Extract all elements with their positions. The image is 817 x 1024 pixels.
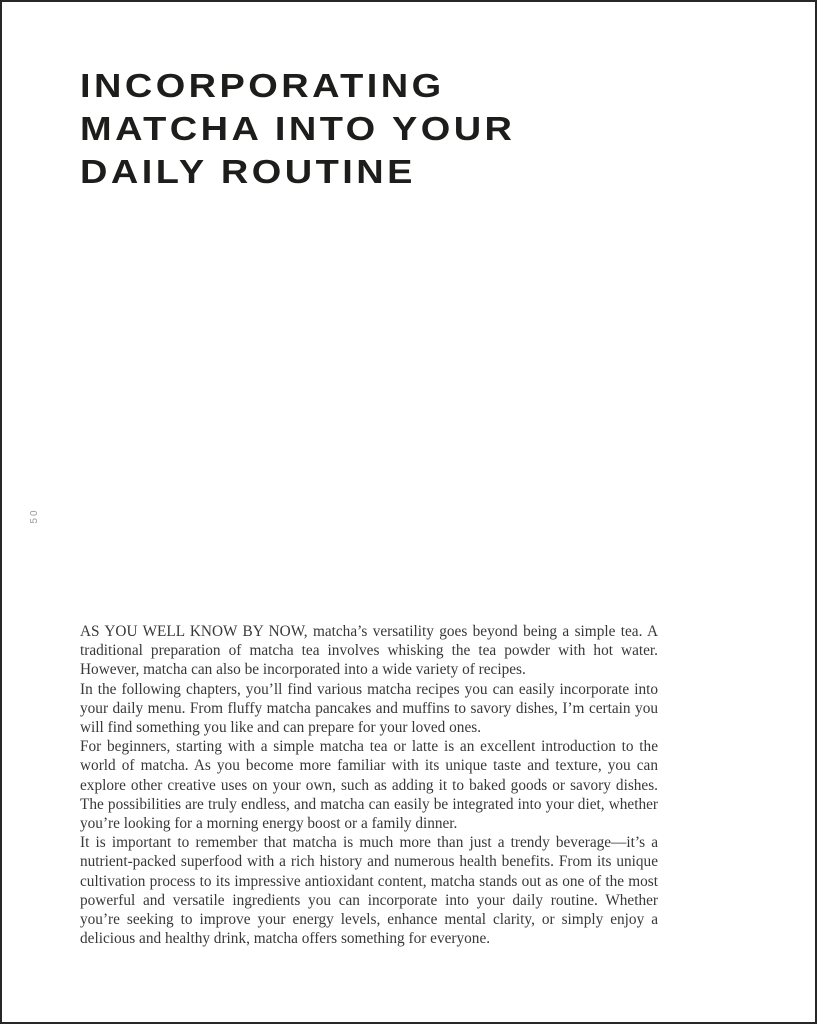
page-title-line-1: INCORPORATING (80, 67, 445, 104)
paragraph-2: In the following chapters, you’ll find various matcha recipes you can easily incorporate into your daily menu. From fluffy matcha pancakes and muffins to savory dishes, I’m certain you will find something you like and can prepare for your loved ones. (80, 680, 658, 737)
page-title-line-2: MATCHA INTO YOUR (80, 110, 516, 147)
page-title-line-3: DAILY ROUTINE (80, 153, 416, 190)
body-text (80, 622, 658, 948)
paragraph-1: AS YOU WELL KNOW BY NOW, matcha’s versatility goes beyond being a simple tea. A traditional preparation of matcha tea involves whisking the tea powder with hot water. However, matcha can also be incorporated into a wide variety of recipes. (80, 623, 658, 679)
paragraph-4: It is important to remember that matcha is much more than just a trendy beverage—it’s a nutrient-packed superfood with a rich history and numerous health benefits. From its unique cultivation process to its impressive antioxidant content, matcha stands out as one of the most powerful and versatile ingredients you can incorporate into your daily routine. Whether you’re seeking to improve your energy levels, enhance mental clarity, or simply enjoy a delicious and healthy drink, matcha offers something for everyone. (80, 834, 658, 948)
page-number: 50 (28, 508, 40, 524)
page-title (80, 64, 515, 193)
paragraph-3: For beginners, starting with a simple matcha tea or latte is an excellent introduction to the world of matcha. As you become more familiar with its unique taste and texture, you can explore other creative uses on your own, such as adding it to baked goods or savory dishes. The possibilities are truly endless, and matcha can easily be integrated into your diet, whether you’re looking for a morning energy boost or a family dinner. (80, 738, 658, 833)
